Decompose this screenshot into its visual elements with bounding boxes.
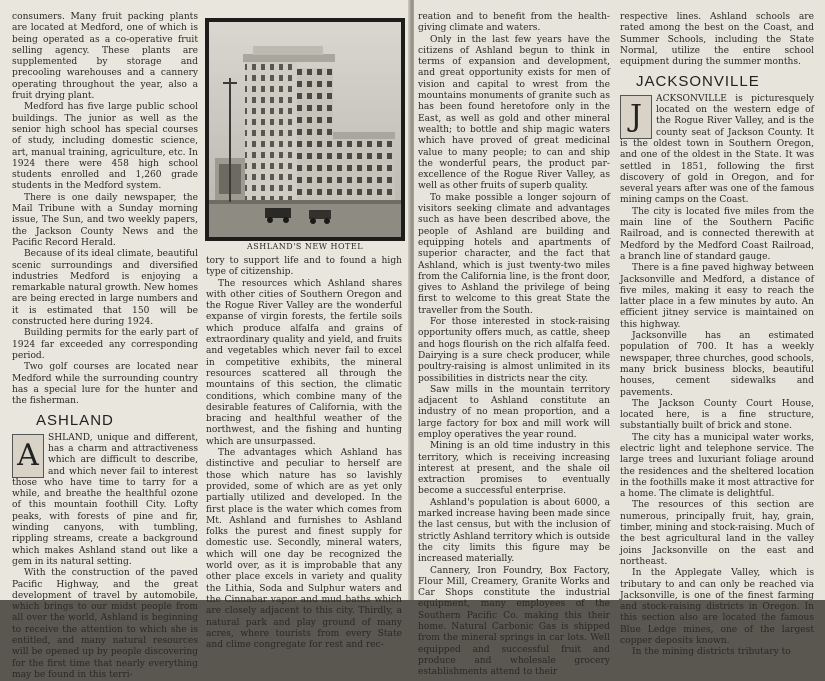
paragraph: Mining is an old time industry in this territory, which is receiving increasing interest at present, and the shale oil extraction promises to eventually become a successful enterprise. — [418, 441, 610, 497]
left-column-1 — [12, 12, 198, 681]
paragraph: The city has a municipal water works, electric light and telephone service. The large trees and luxuriant foliage around the residences and the sheltered location in the foothills make it most attractive for a home. The climate is delightful. — [620, 432, 814, 500]
jacksonville-intro — [620, 94, 814, 207]
paragraph: Jacksonville has an estimated population of 700. It has a weekly newspaper, three churches, good schools, many brick business blocks, beautiful houses, cement sidewalks and pavements. — [620, 331, 814, 398]
section-heading-jacksonville: JACKSONVILLE — [636, 73, 760, 91]
paragraph: SHLAND, unique and different, has a charm and attractiveness which are difficult to describe, and which never fail to interest those who have time to tarry for a while, and breathe the healthful ozone of this mountain foothill City. Lofty peaks, with forests of pine and fir, winding canyons, with tumbling, rippling streams, create a background which makes Ashland stand out like a gem in its natural setting. — [12, 432, 198, 567]
right-column-2 — [620, 12, 814, 659]
paragraph: The resources which Ashland shares with other cities of Southern Oregon and the Rogue River Valley are the wonderful expanse of virgin forests, the fertile soils which produce alfalfa and grains of extraordinary quality and yield, and fruits and vegetables which never fail to excel in competitive exhibits, the mineral resources scattered all through the mountains of this section, the climatic conditions, which combine many of the desirable features of California, with the bracing and healthful weather of the northwest, and the fishing and hunting which are unsurpassed. — [206, 278, 402, 447]
paragraph: consumers. Many fruit packing plants are located at Medford, one of which is being operated as a co-operative fruit selling agency. These plants are supplemented by storage and precooling warehouses and a cannery operating throughout the year, also a fruit drying plant. — [12, 12, 198, 102]
paragraph: The resources of this section are numerous, principally fruit, hay, grain, timber, mining and stock-raising. Much of the best agricultural land in the valley joins Jacksonville on the east and northeast. — [620, 500, 814, 567]
right-column-1 — [418, 12, 610, 679]
paragraph: reation and to benefit from the health-giving climate and waters. — [418, 12, 610, 34]
paragraph: Medford has five large public school buildings. The junior as well as the senior high school has special courses of study, including domestic science, art, manual training, agriculture, etc. In 1924 there were 458 high school students enrolled and 1,260 grade students in the Medford system. — [12, 102, 198, 192]
paragraph: respective lines. Ashland schools are rated among the best on the Coast, and Summer Schools, including the State Normal, utilize the entire school equipment during the summer months. — [620, 12, 814, 68]
paragraph: The advantages which Ashland has distinctive and peculiar to herself are those which nature has so lavishly provided, some of which are as yet only partially utilized and developed. In the first place is the water which comes from Mt. Ashland and furnishes to Ashland folks the purest and finest supply for domestic use. Secondly, mineral waters, which will one day be recognized the world over, as it is improbable that any other place excels in variety and quality the Lithia, Soda and Sulphur waters and the Cinnabar vapor and mud baths which are closely adjacent to this city. Thirdly, a natural park and play ground of many acres, where tourists from every State and clime congregate for rest and rec- — [206, 448, 402, 651]
hotel-photo — [205, 18, 405, 241]
paragraph: tory to support life and to found a high type of citizenship. — [206, 256, 402, 278]
hotel-photo-image — [205, 18, 405, 241]
paragraph: Because of its ideal climate, beautiful scenic surroundings and diversified industries Medford is enjoying a remarkable natural growth. New homes are being erected in large numbers and it is estimated that 150 will be constructed here during 1924. — [12, 249, 198, 328]
right-page — [414, 0, 825, 678]
left-page — [0, 0, 410, 680]
paragraph: To make possible a longer sojourn of visitors seeking climate and advantages such as have been described above, the people of Ashland are building and equipping hotels and apartments of superior character, and the fact that Ashland, which is just twenty-two miles from the California line, is the front door, gives to Ashland the privilege of being first to welcome to this great State the traveller from the South. — [418, 192, 610, 316]
ashland-intro — [12, 433, 198, 569]
dropcap-a: A — [12, 434, 44, 478]
figure-caption: ASHLAND'S NEW HOTEL — [246, 242, 364, 251]
left-column-2 — [206, 256, 402, 651]
paragraph: Cannery, Iron Foundry, Box Factory, Flour Mill, Creamery, Granite Works and Car Shops constitute the industrial equipment, many employees of the Southern Pacific Co. making this their home. Natural Carbonic Gas is shipped from the mineral springs in car lots. Well equipped and successful fruit and produce and wholesale grocery establishments attend to their — [418, 565, 610, 678]
dropcap-j: J — [620, 95, 652, 139]
paragraph: ACKSONVILLE is picturesquely located on the western edge of the Rogue River Valley, and is the county seat of Jackson County. It is the oldest town in Southern Oregon, and one of the oldest in the State. It was settled in 1851, following the first discovery of gold in Oregon, and for several years after was one of the famous mining camps on the Coast. — [620, 93, 814, 206]
paragraph: There is a fine paved highway between Jacksonville and Medford, a distance of five miles, making it easy to reach the latter place in a few minutes by auto. An efficient jitney service is maintained on this highway. — [620, 263, 814, 330]
paragraph: For those interested in stock-raising opportunity offers much, as cattle, sheep and hogs flourish on the rich alfalfa feed. Dairying is a sure check producer, while poultry-raising is almost unlimited in its possibilities in districts near the city. — [418, 317, 610, 384]
paragraph: The city is located five miles from the main line of the Southern Pacific Railroad, and is connected therewith at Medford by the Medford Coast Railroad, a branch line of standard gauge. — [620, 206, 814, 262]
paragraph: Ashland's population is about 6000, a marked increase having been made since the last census, but with the inclusion of strictly Ashland territory which is outside the city limits this figure may be increased materially. — [418, 497, 611, 565]
paragraph: In the mining districts tributary to — [632, 647, 791, 658]
paragraph: There is one daily newspaper, the Mail Tribune with a Sunday morning issue, The Sun, and two weekly papers, the Jackson County News and the Pacific Record Herald. — [12, 192, 198, 248]
paragraph: Only in the last few years have the citizens of Ashland begun to think in terms of expansion and development, and great opportunity exists for men of vision and capital to wrest from the mountains monuments of granite such as has been found heretofore only in the East, as well as gold and other mineral wealth; to bottle and ship magic waters which have proved of great medicinal value to many people; to can and ship the wonderful pears, the product par-excellence of the Rogue River Valley, as well as other fruits of superb quality. — [418, 34, 610, 192]
section-heading-ashland: ASHLAND — [36, 412, 114, 430]
paragraph: Saw mills in the mountain territory adjacent to Ashland constitute an industry of no mean proportion, and a large factory for box and mill work will employ operatives the year round. — [418, 384, 610, 440]
paragraph: The Jackson County Court House, located here, is a fine structure, substantially built of brick and stone. — [620, 398, 814, 432]
paragraph: With the construction of the paved Pacific Highway, and the great development of travel by automobile, which brings to our midst people from all over the world, Ashland is beginning to receive the attention to which she is entitled, and many natural resources will be opened up by people discovering for the first time that nearly everything may be found in this terri- — [12, 568, 198, 680]
paragraph: Building permits for the early part of 1924 far exceeded any corresponding period. — [12, 328, 198, 361]
paragraph: Two golf courses are located near Medford while the surrounding country has a special lure for the hunter and the fisherman. — [12, 362, 198, 407]
paragraph: In the Applegate Valley, which is tributary to and can only be reached via Jacksonville, is one of the finest farming and stock-raising districts in Oregon. In this section also are located the famous Blue Ledge mines, one of the largest copper deposits known. — [620, 568, 814, 647]
